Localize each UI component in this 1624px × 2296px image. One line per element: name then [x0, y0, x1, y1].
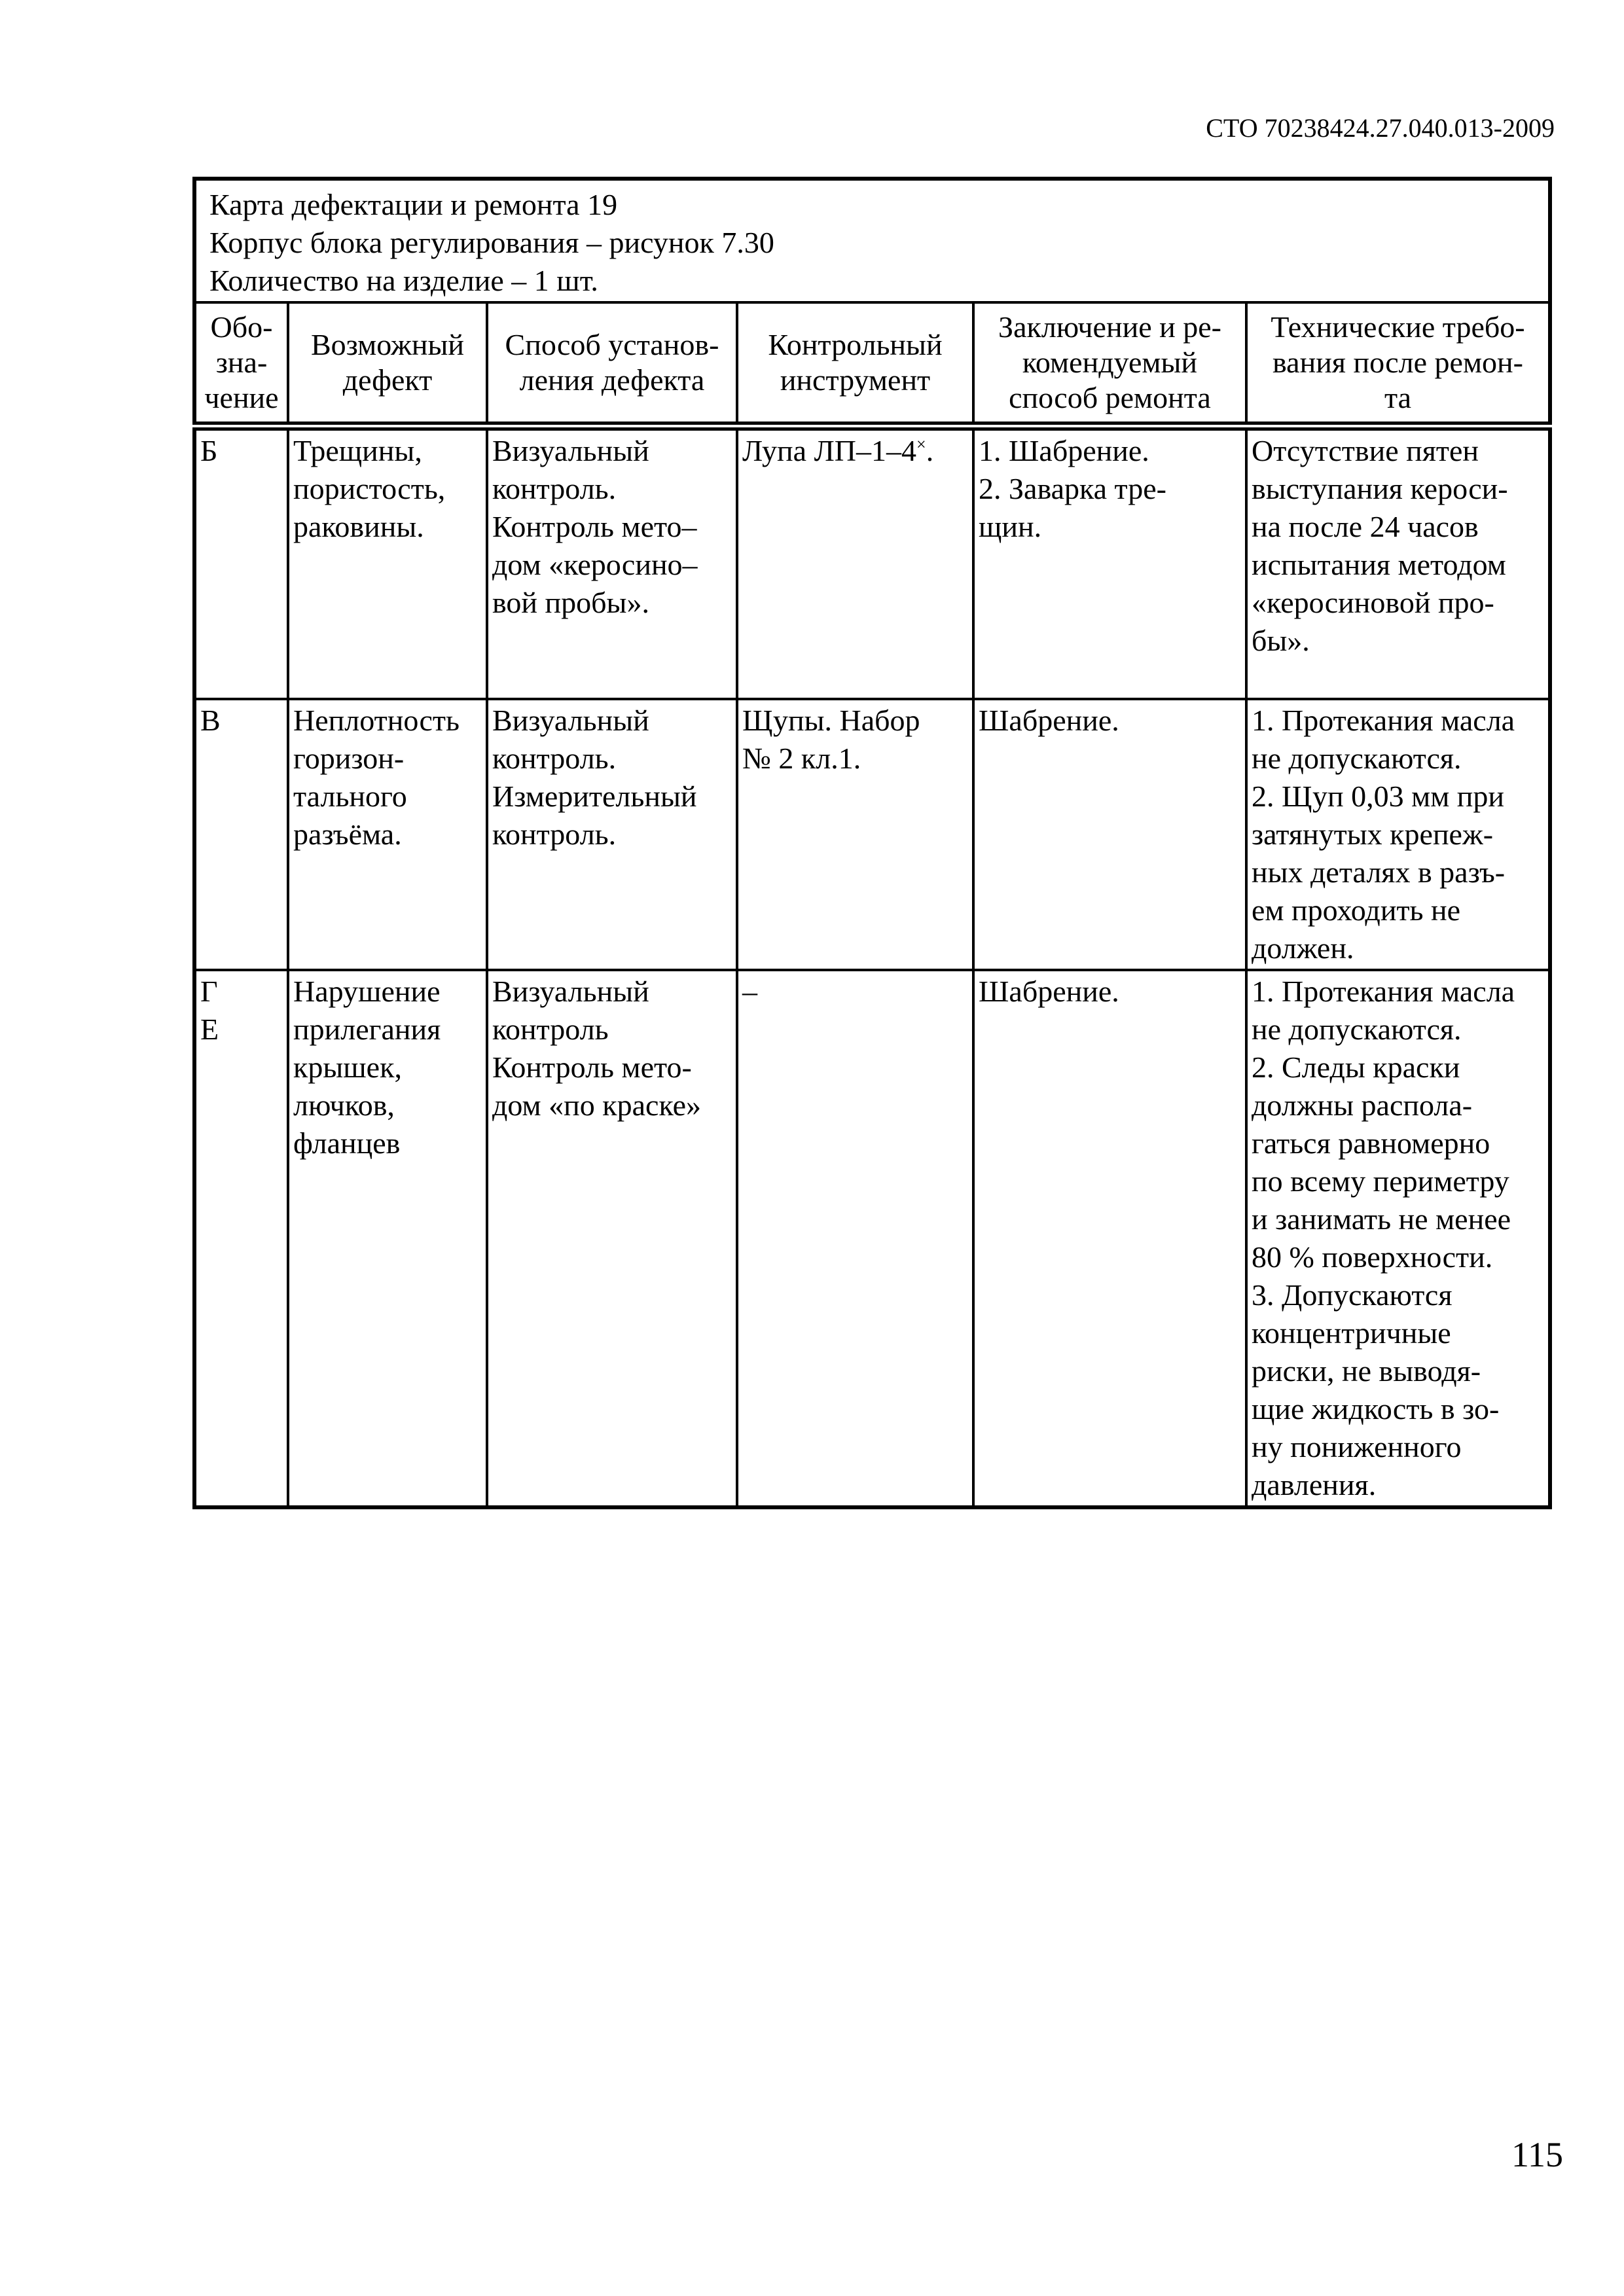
- document-code: СТО 70238424.27.040.013-2009: [1206, 113, 1555, 143]
- column-header-requirements: Технические требо- вания после ремон- та: [1246, 302, 1550, 426]
- card-title-row: [194, 179, 1550, 302]
- instrument-superscript: ×: [916, 435, 926, 454]
- detection-cell: Визуальный контроль Контроль мето- дом «по краске»: [487, 970, 737, 1507]
- designation-cell: [194, 970, 288, 1507]
- column-header-repair-method: Заключение и ре- комендуемый способ ремонта: [973, 302, 1246, 426]
- defect-cell: Трещины, пористость, раковины.: [288, 426, 487, 699]
- column-header-detection-method: Способ установ- ления дефекта: [487, 302, 737, 426]
- instrument-cell: –: [737, 970, 973, 1507]
- designation-letter: Б: [200, 434, 218, 467]
- repair-cell: Шабрение.: [973, 970, 1246, 1507]
- card-subject-line: Корпус блока регулирования – рисунок 7.30: [209, 226, 774, 259]
- requirements-cell: 1. Протекания масла не допускаются. 2. Щуп 0,03 мм при затянутых крепеж- ных деталях в разъ- ем проходить не должен.: [1246, 699, 1550, 970]
- instrument-cell: Щупы. Набор № 2 кл.1.: [737, 699, 973, 970]
- instrument-cell: [737, 426, 973, 699]
- card-quantity-line: Количество на изделие – 1 шт.: [209, 264, 598, 297]
- defect-repair-card-table: [192, 177, 1552, 1509]
- page-number: 115: [1511, 2135, 1563, 2174]
- designation-letter: Г: [200, 975, 218, 1008]
- designation-letter: В: [200, 704, 221, 737]
- requirements-cell: Отсутствие пятен выступания кероси- на после 24 часов испытания методом «керосиновой про- бы».: [1246, 426, 1550, 699]
- requirements-cell: 1. Протекания масла не допускаются. 2. Следы краски должны распола- гаться равномерно по всему периметру и занимать не менее 80 % поверхности. 3. Допускаются концентричные риски, не выводя- щие жидкость в зо- ну пониженного давления.: [1246, 970, 1550, 1507]
- column-header-row: [194, 302, 1550, 426]
- card-title-line: Карта дефектации и ремонта 19: [209, 188, 618, 221]
- table-row: [194, 970, 1550, 1507]
- designation-cell: [194, 699, 288, 970]
- table-row: [194, 699, 1550, 970]
- designation-letter: Е: [200, 1013, 219, 1046]
- card-title: [194, 179, 1550, 302]
- instrument-text: Лупа ЛП–1–4: [742, 434, 917, 467]
- detection-cell: Визуальный контроль. Контроль мето– дом «керосино– вой пробы».: [487, 426, 737, 699]
- detection-cell: Визуальный контроль. Измерительный контроль.: [487, 699, 737, 970]
- column-header-instrument: Контрольный инструмент: [737, 302, 973, 426]
- defect-cell: Неплотность горизон- тального разъёма.: [288, 699, 487, 970]
- instrument-tail: .: [926, 434, 934, 467]
- table-row: [194, 426, 1550, 699]
- designation-cell: [194, 426, 288, 699]
- column-header-defect: Возможный дефект: [288, 302, 487, 426]
- column-header-designation: Обо- зна- чение: [194, 302, 288, 426]
- repair-cell: 1. Шабрение. 2. Заварка тре- щин.: [973, 426, 1246, 699]
- repair-cell: Шабрение.: [973, 699, 1246, 970]
- defect-cell: Нарушение прилегания крышек, лючков, фланцев: [288, 970, 487, 1507]
